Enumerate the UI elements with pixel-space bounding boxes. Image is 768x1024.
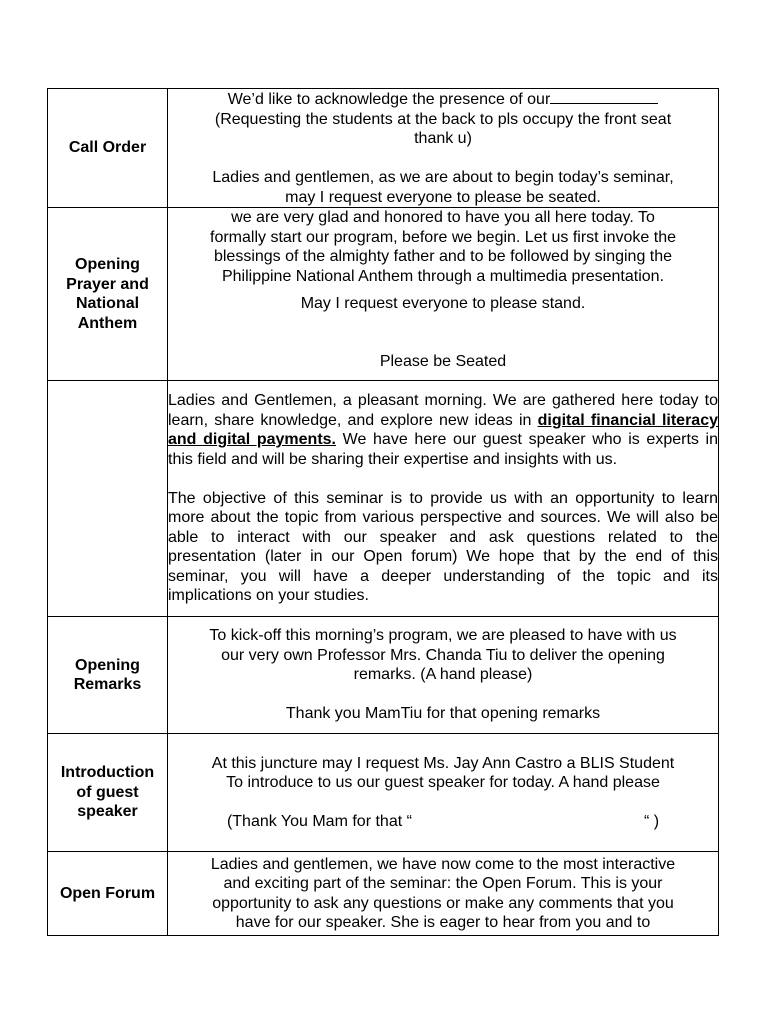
content-line: and exciting part of the seminar: the Open Forum. This is your — [223, 875, 663, 892]
row-label — [48, 208, 168, 381]
label-text: Opening Remarks — [73, 656, 142, 693]
label-text: Open Forum — [59, 884, 156, 902]
line-text: We’d like to acknowledge the presence of our — [227, 91, 551, 108]
spacer — [168, 685, 718, 705]
row-content — [168, 852, 719, 936]
content-line: opportunity to ask any questions or make any comments that you — [212, 894, 674, 912]
content-line: May I request everyone to please stand. — [300, 295, 586, 312]
content-line: we are very glad and honored to have you all here today. To — [231, 209, 655, 226]
spacer — [168, 793, 718, 813]
content-line: may I request everyone to please be seated. — [285, 188, 601, 206]
row-content — [168, 734, 719, 852]
emphasis-text: digital financial literacy and digital payments. — [168, 411, 718, 449]
content-line: Ladies and gentlemen, we have now come to the most interactive — [210, 855, 676, 873]
row-label — [48, 617, 168, 734]
paragraph-text: Ladies and Gentlemen, a pleasant morning. We are gathered here today to learn, share knowledge, and explore new ideas in — [168, 392, 718, 429]
row-opening-prayer — [48, 208, 719, 381]
paragraph: The objective of this seminar is to provide us with an opportunity to learn more about the topic from various perspective and sources. We will also be able to interact with our speaker and ask questions related to the presentation (later in our Open forum) We hope that by the end of this seminar, you will have a deeper understanding of the topic and its implications on your studies. — [168, 489, 718, 605]
line-text: (Thank You Mam for that “ — [226, 813, 412, 830]
line-text: “ ) — [643, 813, 660, 830]
paragraph-text: We have here our guest speaker who is experts in this field and will be sharing their expertise and insights with us. — [168, 431, 718, 468]
content-line: To kick-off this morning’s program, we are pleased to have with us — [209, 627, 677, 645]
row-call-order — [48, 89, 719, 208]
content-line: formally start our program, before we begin. Let us first invoke the — [210, 228, 676, 246]
spacer — [168, 286, 718, 294]
row-label — [48, 734, 168, 852]
content-line: our very own Professor Mrs. Chanda Tiu to deliver the opening — [221, 646, 665, 664]
row-label — [48, 89, 168, 208]
content-line: thank u) — [414, 130, 472, 147]
content-line: remarks. (A hand please) — [353, 666, 533, 684]
row-open-forum — [48, 852, 719, 936]
row-introduction — [48, 734, 719, 852]
label-text: Call Order — [68, 139, 147, 157]
content-line: blessings of the almighty father and to be followed by singing the — [213, 248, 673, 265]
content-line: (Requesting the students at the back to pls occupy the front seat — [214, 110, 672, 128]
row-content — [168, 208, 719, 381]
row-label — [48, 381, 168, 617]
content-line: Philippine National Anthem through a multimedia presentation. — [221, 267, 665, 285]
content-line: At this juncture may I request Ms. Jay Ann Castro a BLIS Student — [211, 754, 675, 772]
blank-line — [550, 89, 658, 104]
row-welcome — [48, 381, 719, 617]
row-content — [168, 381, 719, 617]
spacer — [168, 469, 718, 489]
content-line: To introduce to us our guest speaker for today. A hand please — [226, 774, 660, 791]
paragraph — [168, 391, 718, 469]
row-content — [168, 89, 719, 208]
row-content — [168, 617, 719, 734]
spacer — [168, 314, 718, 352]
content-line: Thank you MamTiu for that opening remarks — [285, 705, 601, 723]
row-label — [48, 852, 168, 936]
spacer — [168, 149, 718, 169]
content-line: Please be Seated — [379, 352, 507, 370]
row-opening-remarks — [48, 617, 719, 734]
content-line: have for our speaker. She is eager to hear from you and to — [235, 914, 651, 931]
content-line — [168, 89, 718, 110]
content-line — [168, 812, 718, 832]
program-script-table — [47, 88, 719, 936]
content-line: Ladies and gentlemen, as we are about to begin today’s seminar, — [212, 169, 674, 186]
label-text: Opening Prayer and National Anthem — [66, 256, 149, 332]
label-text: Introduction of guest speaker — [60, 764, 155, 821]
